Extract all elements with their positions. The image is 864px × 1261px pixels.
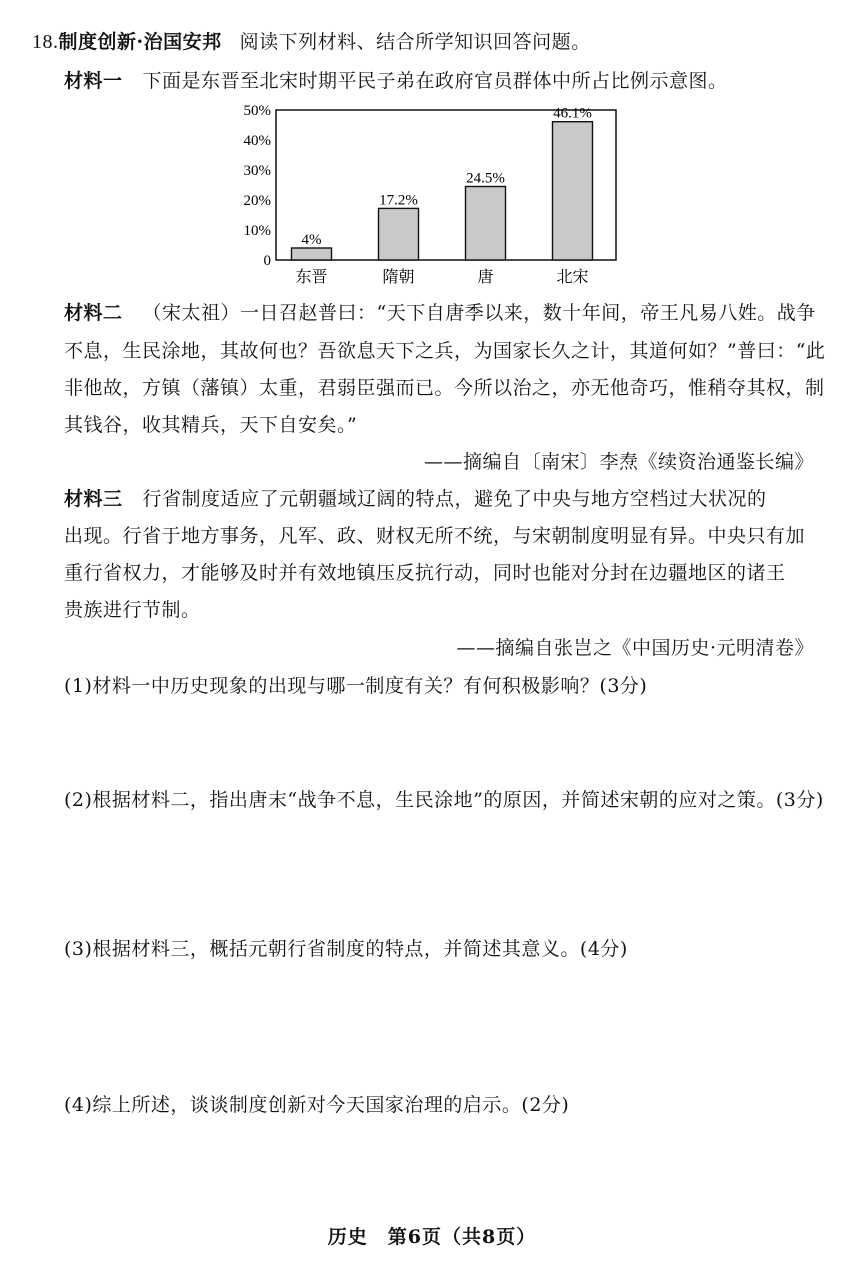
bar-东晋 (292, 248, 332, 260)
x-category-label: 东晋 (295, 269, 328, 286)
material3-line-1 (64, 487, 767, 511)
material2-line-3: 非他故，方镇（藩镇）太重，君弱臣强而已。今所以治之，亦无他奇巧，惟稍夺其权，制 (64, 377, 825, 399)
material3-label: 材料三 (64, 488, 123, 510)
material3-source: ——摘编自张岂之《中国历史·元明清卷》 (456, 637, 814, 659)
material2-text-1: （宋太祖）一日召赵普曰：“天下自唐季以来，数十年间，帝王凡易八姓。战争 (142, 302, 816, 324)
question-instruction: 阅读下列材料、结合所学知识回答问题。 (239, 31, 591, 53)
sub-question-1: (1)材料一中历史现象的出现与哪一制度有关？有何积极影响？(3分) (64, 675, 648, 697)
question-number: 18. (32, 31, 59, 53)
material3-line-4: 贵族进行节制。 (64, 599, 201, 621)
x-category-label: 唐 (477, 269, 494, 286)
sub-question-4: (4)综上所述，谈谈制度创新对今天国家治理的启示。(2分) (64, 1094, 570, 1116)
y-tick-label: 40% (243, 133, 271, 149)
bar-北宋 (553, 122, 593, 260)
y-tick-label: 30% (243, 163, 271, 179)
sub-question-3: (3)根据材料三，概括元朝行省制度的特点，并简述其意义。(4分) (64, 938, 628, 960)
material2-line-4: 其钱谷，收其精兵，天下自安矣。” (64, 414, 358, 436)
material2-line-2: 不息，生民涂地，其故何也？吾欲息天下之兵，为国家长久之计，其道何如？”普曰：“此 (64, 340, 826, 362)
bar-value-label: 4% (301, 232, 322, 248)
bar-value-label: 46.1% (553, 105, 592, 122)
y-tick-label: 20% (243, 193, 271, 209)
y-tick-label: 50% (243, 103, 271, 119)
material1-intro (64, 69, 728, 93)
material3-line-2: 出现。行省于地方事务，凡军、政、财权无所不统，与宋朝制度明显有异。中央只有加 (64, 525, 806, 547)
y-tick-label: 0 (263, 253, 271, 269)
material3-line-3: 重行省权力，才能够及时并有效地镇压反抗行动，同时也能对分封在边疆地区的诸王 (64, 562, 786, 584)
y-tick-label: 10% (243, 223, 271, 239)
bar-value-label: 17.2% (379, 192, 418, 209)
sub-question-2: (2)根据材料二，指出唐末“战争不息，生民涂地”的原因，并简述宋朝的应对之策。(3分) (64, 789, 824, 811)
x-category-label: 北宋 (556, 269, 589, 286)
question-title: 制度创新·治国安邦 (58, 31, 222, 53)
bar-value-label: 24.5% (466, 170, 505, 187)
bar-隋朝 (379, 208, 419, 260)
material2-line-1 (64, 301, 816, 325)
material1-label: 材料一 (64, 70, 123, 92)
material3-text-1: 行省制度适应了元朝疆域辽阔的特点，避免了中央与地方空档过大状况的 (142, 488, 767, 510)
bar-唐 (466, 187, 506, 261)
material1-text: 下面是东晋至北宋时期平民子弟在政府官员群体中所占比例示意图。 (142, 70, 728, 92)
bar-chart (226, 100, 626, 290)
question-header (32, 30, 591, 54)
page-footer: 历史 第6页（共8页） (327, 1226, 537, 1248)
x-category-label: 隋朝 (382, 269, 415, 286)
material2-label: 材料二 (64, 302, 123, 324)
material2-source: ——摘编自〔南宋〕李焘《续资治通鉴长编》 (423, 451, 814, 473)
